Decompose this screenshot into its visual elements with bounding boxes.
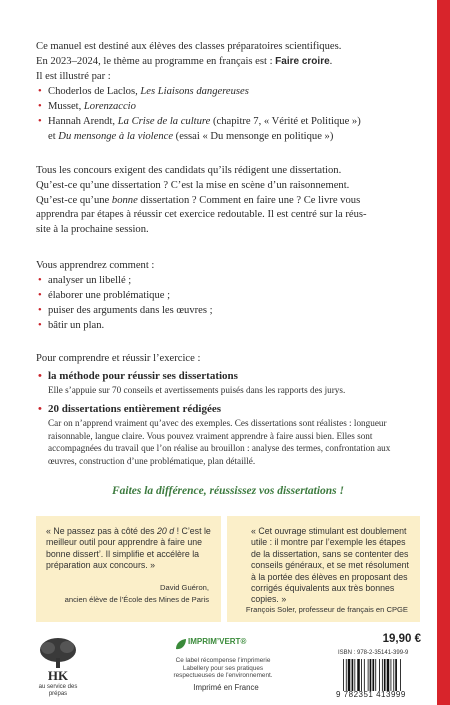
skill-item: • puiser des arguments dans les œuvres ; — [36, 303, 420, 318]
imprimvert-name: IMPRIM’VERT® — [188, 637, 247, 646]
quote-1-attribution — [65, 582, 209, 606]
work-item — [36, 85, 420, 100]
work-title: Lorenzaccio — [83, 101, 136, 113]
skills-list — [36, 273, 420, 333]
work-author: Musset, — [48, 101, 84, 113]
work-title: Les Liaisons dangereuses — [140, 86, 249, 98]
quote-1-emphasis: 20 d — [157, 526, 175, 536]
skill-item: • analyser un libellé ; — [36, 273, 420, 288]
intro-line-2-end: . — [329, 55, 333, 67]
publisher-caption: au service des prépas — [38, 684, 78, 697]
concours-emphasis: bonne — [111, 194, 138, 206]
intro-line-2-text: En 2023–2024, le thème au programme en français est : — [36, 55, 276, 67]
quote-1-part: ! C’est le meilleur outil pour apprendre à faire une bonne dissert’. Il simplifie et accélère la préparation aux concours. » — [46, 526, 211, 571]
skills-intro: Vous apprendrez comment : — [36, 260, 155, 271]
skills-section — [36, 258, 420, 333]
work-title: La Crise de la culture — [117, 115, 211, 127]
quote-1-author: David Guéron, — [160, 583, 209, 592]
concours-line: site à la prochaine session. — [36, 224, 149, 236]
work-rest: (essai « Du mensonge en politique ») — [173, 130, 334, 142]
concours-paragraph — [36, 164, 420, 238]
dissertations-description: Car on n’apprend vraiment qu’avec des exemples. Ces dissertations sont réalistes : longueur raisonnable, langue claire. Vous pouvez vraiment apprendre à faire aussi bien. Elles sont accompagnées du travail que l’on réalise au brouillon : analyse des termes, confrontation aux œuvres, construction d’une problématique, plan détaillé. — [48, 417, 391, 466]
concours-line: apprendra par étapes à réussir cet exercice redoutable. Il est centré sur la réus- — [36, 209, 367, 221]
work-item — [36, 100, 420, 115]
imprimvert-label-text: Ce label récompense l’imprimerie Labellery pour ses pratiques respectueuses de l’environnement. — [173, 657, 273, 680]
concours-line: Qu’est-ce qu’une dissertation ? C’est la mise en scène d’un raisonnement. — [36, 179, 350, 191]
quote-1-role: ancien élève de l’École des Mines de Paris — [64, 595, 209, 604]
work-author: Choderlos de Laclos, — [48, 86, 141, 98]
quote-2-attribution: François Soler, professeur de français en CPGE — [245, 605, 408, 614]
work-author: Hannah Arendt, — [48, 115, 118, 127]
method-title: • la méthode pour réussir ses dissertations — [36, 369, 420, 384]
work-title: Du mensonge à la violence — [58, 130, 174, 142]
work-item — [36, 115, 420, 145]
price: 19,90 € — [382, 633, 421, 645]
quote-1-part: « Ne passez pas à côté des — [46, 526, 158, 536]
intro-line-2 — [36, 55, 420, 70]
intro-section — [36, 40, 420, 145]
dissertations-title: • 20 dissertations entièrement rédigées — [36, 402, 420, 417]
isbn: ISBN : 978-2-35141-399-9 — [338, 650, 409, 656]
concours-text: dissertation ? Comment en faire une ? Ce livre vous — [137, 194, 361, 206]
tagline: Faites la différence, réussissez vos dissertations ! — [111, 485, 345, 497]
contents-intro: Pour comprendre et réussir l’exercice : — [36, 353, 201, 364]
quote-box-1 — [36, 516, 221, 622]
intro-line-3: Il est illustré par : — [36, 70, 111, 82]
quote-box-2 — [227, 516, 420, 622]
concours-line: Tous les concours exigent des candidats qu’ils rédigent une dissertation. — [36, 165, 342, 176]
work-rest: (chapitre 7, « Vérité et Politique ») — [210, 115, 361, 127]
quote-2-text: « Cet ouvrage stimulant est doublement utile : il montre par l’exemple les étapes de la dissertation, sans se contenter des conseils généraux, et se met résolument à la portée des élèves en proposant des corrigés équivalents aux très bonnes copies. » — [251, 526, 409, 605]
skill-item: • élaborer une problématique ; — [36, 288, 420, 303]
concours-text: Qu’est-ce qu’une — [36, 194, 112, 206]
contents-section — [36, 352, 420, 467]
contents-list-2 — [36, 402, 420, 417]
contents-list — [36, 369, 420, 384]
work-author: et — [48, 130, 59, 142]
concours-line — [36, 194, 420, 209]
method-description: Elle s’appuie sur 70 conseils et avertissements puisés dans les rapports des jurys. — [48, 384, 346, 395]
barcode-number: 9 782351 413999 — [336, 690, 406, 699]
barcode-icon — [342, 659, 420, 691]
quote-1-text — [46, 526, 211, 572]
intro-line-1: Ce manuel est destiné aux élèves des classes préparatoires scientifiques. — [36, 41, 342, 52]
skill-item: • bâtir un plan. — [36, 318, 420, 333]
publisher-logo-letters: HK — [47, 668, 69, 683]
theme-title: Faire croire — [275, 55, 330, 67]
red-spine-bar — [437, 0, 450, 705]
works-list — [36, 85, 420, 144]
printed-in: Imprimé en France — [193, 683, 259, 692]
